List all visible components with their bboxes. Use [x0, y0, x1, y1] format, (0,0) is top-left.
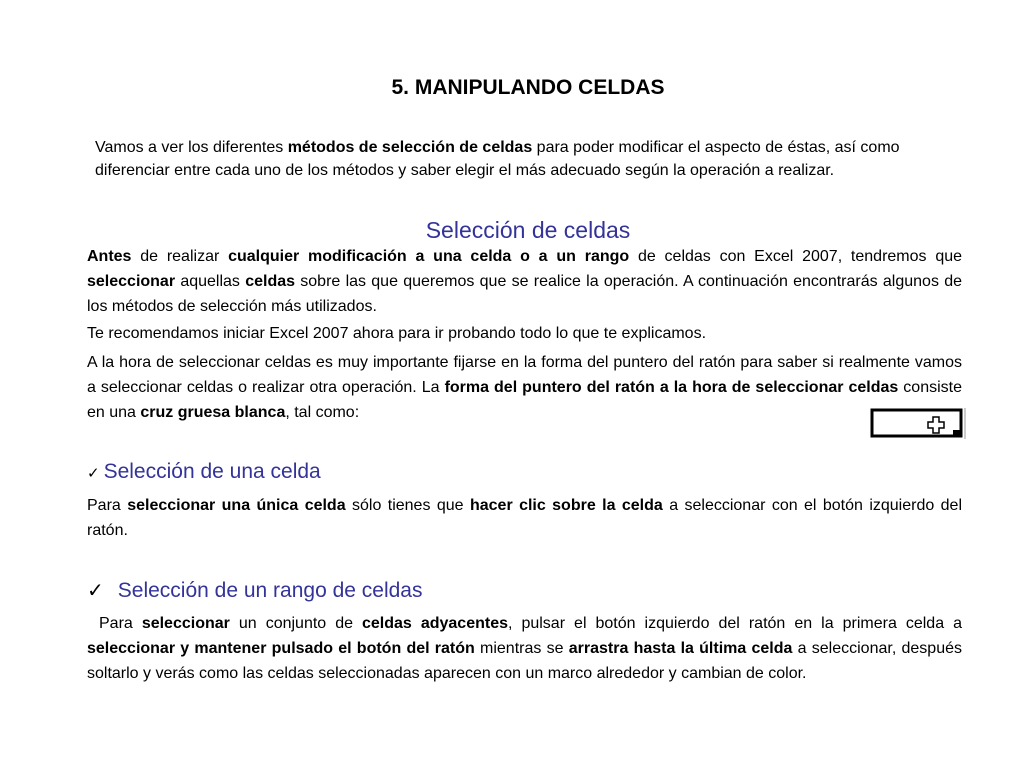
p3-text-1: A la hora de seleccionar celdas es muy importante fijarse en la forma del puntero del ratón para saber si realmente vamos a seleccionar celdas o realizar otra operación. La — [87, 354, 962, 396]
p1-bold-4: celdas — [245, 273, 296, 290]
p1-text-2: de celdas con Excel 2007, tendremos que — [629, 248, 963, 265]
subheading-rango-celdas — [87, 578, 422, 603]
paragraph-antes — [87, 244, 962, 319]
p4-text-1: Para — [87, 497, 128, 514]
p3-bold-1: forma del puntero del ratón a la hora de seleccionar celdas — [444, 379, 899, 396]
paragraph-puntero — [87, 350, 962, 425]
p3-bold-2: cruz gruesa blanca — [140, 404, 286, 421]
paragraph-una-celda — [87, 493, 962, 543]
paragraph-recomendamos: Te recomendamos iniciar Excel 2007 ahora para ir probando todo lo que te explicamos. — [87, 325, 707, 342]
p1-bold-1: Antes — [87, 248, 132, 265]
p4-text-3: a seleccionar con el botón izquierdo del ratón. — [87, 497, 963, 539]
p1-bold-2: cualquier modificación a una celda o a un rango — [228, 248, 630, 265]
intro-paragraph — [95, 136, 965, 182]
p5-text-1: Para — [99, 615, 142, 632]
section-heading: Selección de celdas — [425, 217, 631, 243]
paragraph-rango-celdas — [87, 611, 962, 686]
checkmark-icon: ✓ — [87, 465, 100, 482]
p1-text-4: sobre las que queremos que se realice la operación. A continuación encontrarás algunos de los métodos de selección más utilizados. — [87, 273, 962, 315]
intro-text-1: Vamos a ver los diferentes — [95, 139, 288, 156]
white-cross-cursor-icon — [869, 406, 967, 440]
subheading-una-celda — [87, 460, 321, 484]
p3-text-3: , tal como: — [285, 404, 360, 421]
p4-bold-1: seleccionar una única celda — [127, 497, 346, 514]
p5-text-5: a seleccionar, después soltarlo y verás como las celdas seleccionadas aparecen con un marco alrededor y cambian de color. — [87, 640, 962, 682]
p4-text-2: sólo tienes que — [345, 497, 470, 514]
page-title: 5. MANIPULANDO CELDAS — [391, 76, 665, 99]
p5-bold-2: celdas adyacentes — [362, 615, 508, 632]
p1-text-3: aquellas — [175, 273, 246, 290]
p5-text-3: , pulsar el botón izquierdo del ratón en la primera celda a — [508, 615, 963, 632]
p5-text-2: un conjunto de — [229, 615, 362, 632]
p5-bold-4: arrastra hasta la última celda — [568, 640, 793, 657]
p1-text-1: de realizar — [131, 248, 229, 265]
intro-text-2: para poder modificar el aspecto de éstas, así como diferenciar entre cada uno de los métodos y saber elegir el más adecuado según la operación a realizar. — [95, 139, 900, 179]
p5-bold-1: seleccionar — [141, 615, 230, 632]
p5-text-4: mientras se — [474, 640, 569, 657]
intro-bold-1: métodos de selección de celdas — [287, 139, 533, 156]
p5-bold-3: seleccionar y mantener pulsado el botón del ratón — [87, 640, 475, 657]
p1-bold-3: seleccionar — [87, 273, 176, 290]
p3-text-2: consiste en una — [87, 379, 962, 421]
p4-bold-2: hacer clic sobre la celda — [469, 497, 663, 514]
checkmark-icon: ✓ — [87, 580, 104, 602]
sub1-label: Selección de una celda — [103, 460, 321, 483]
sub2-label: Selección de un rango de celdas — [117, 579, 423, 602]
